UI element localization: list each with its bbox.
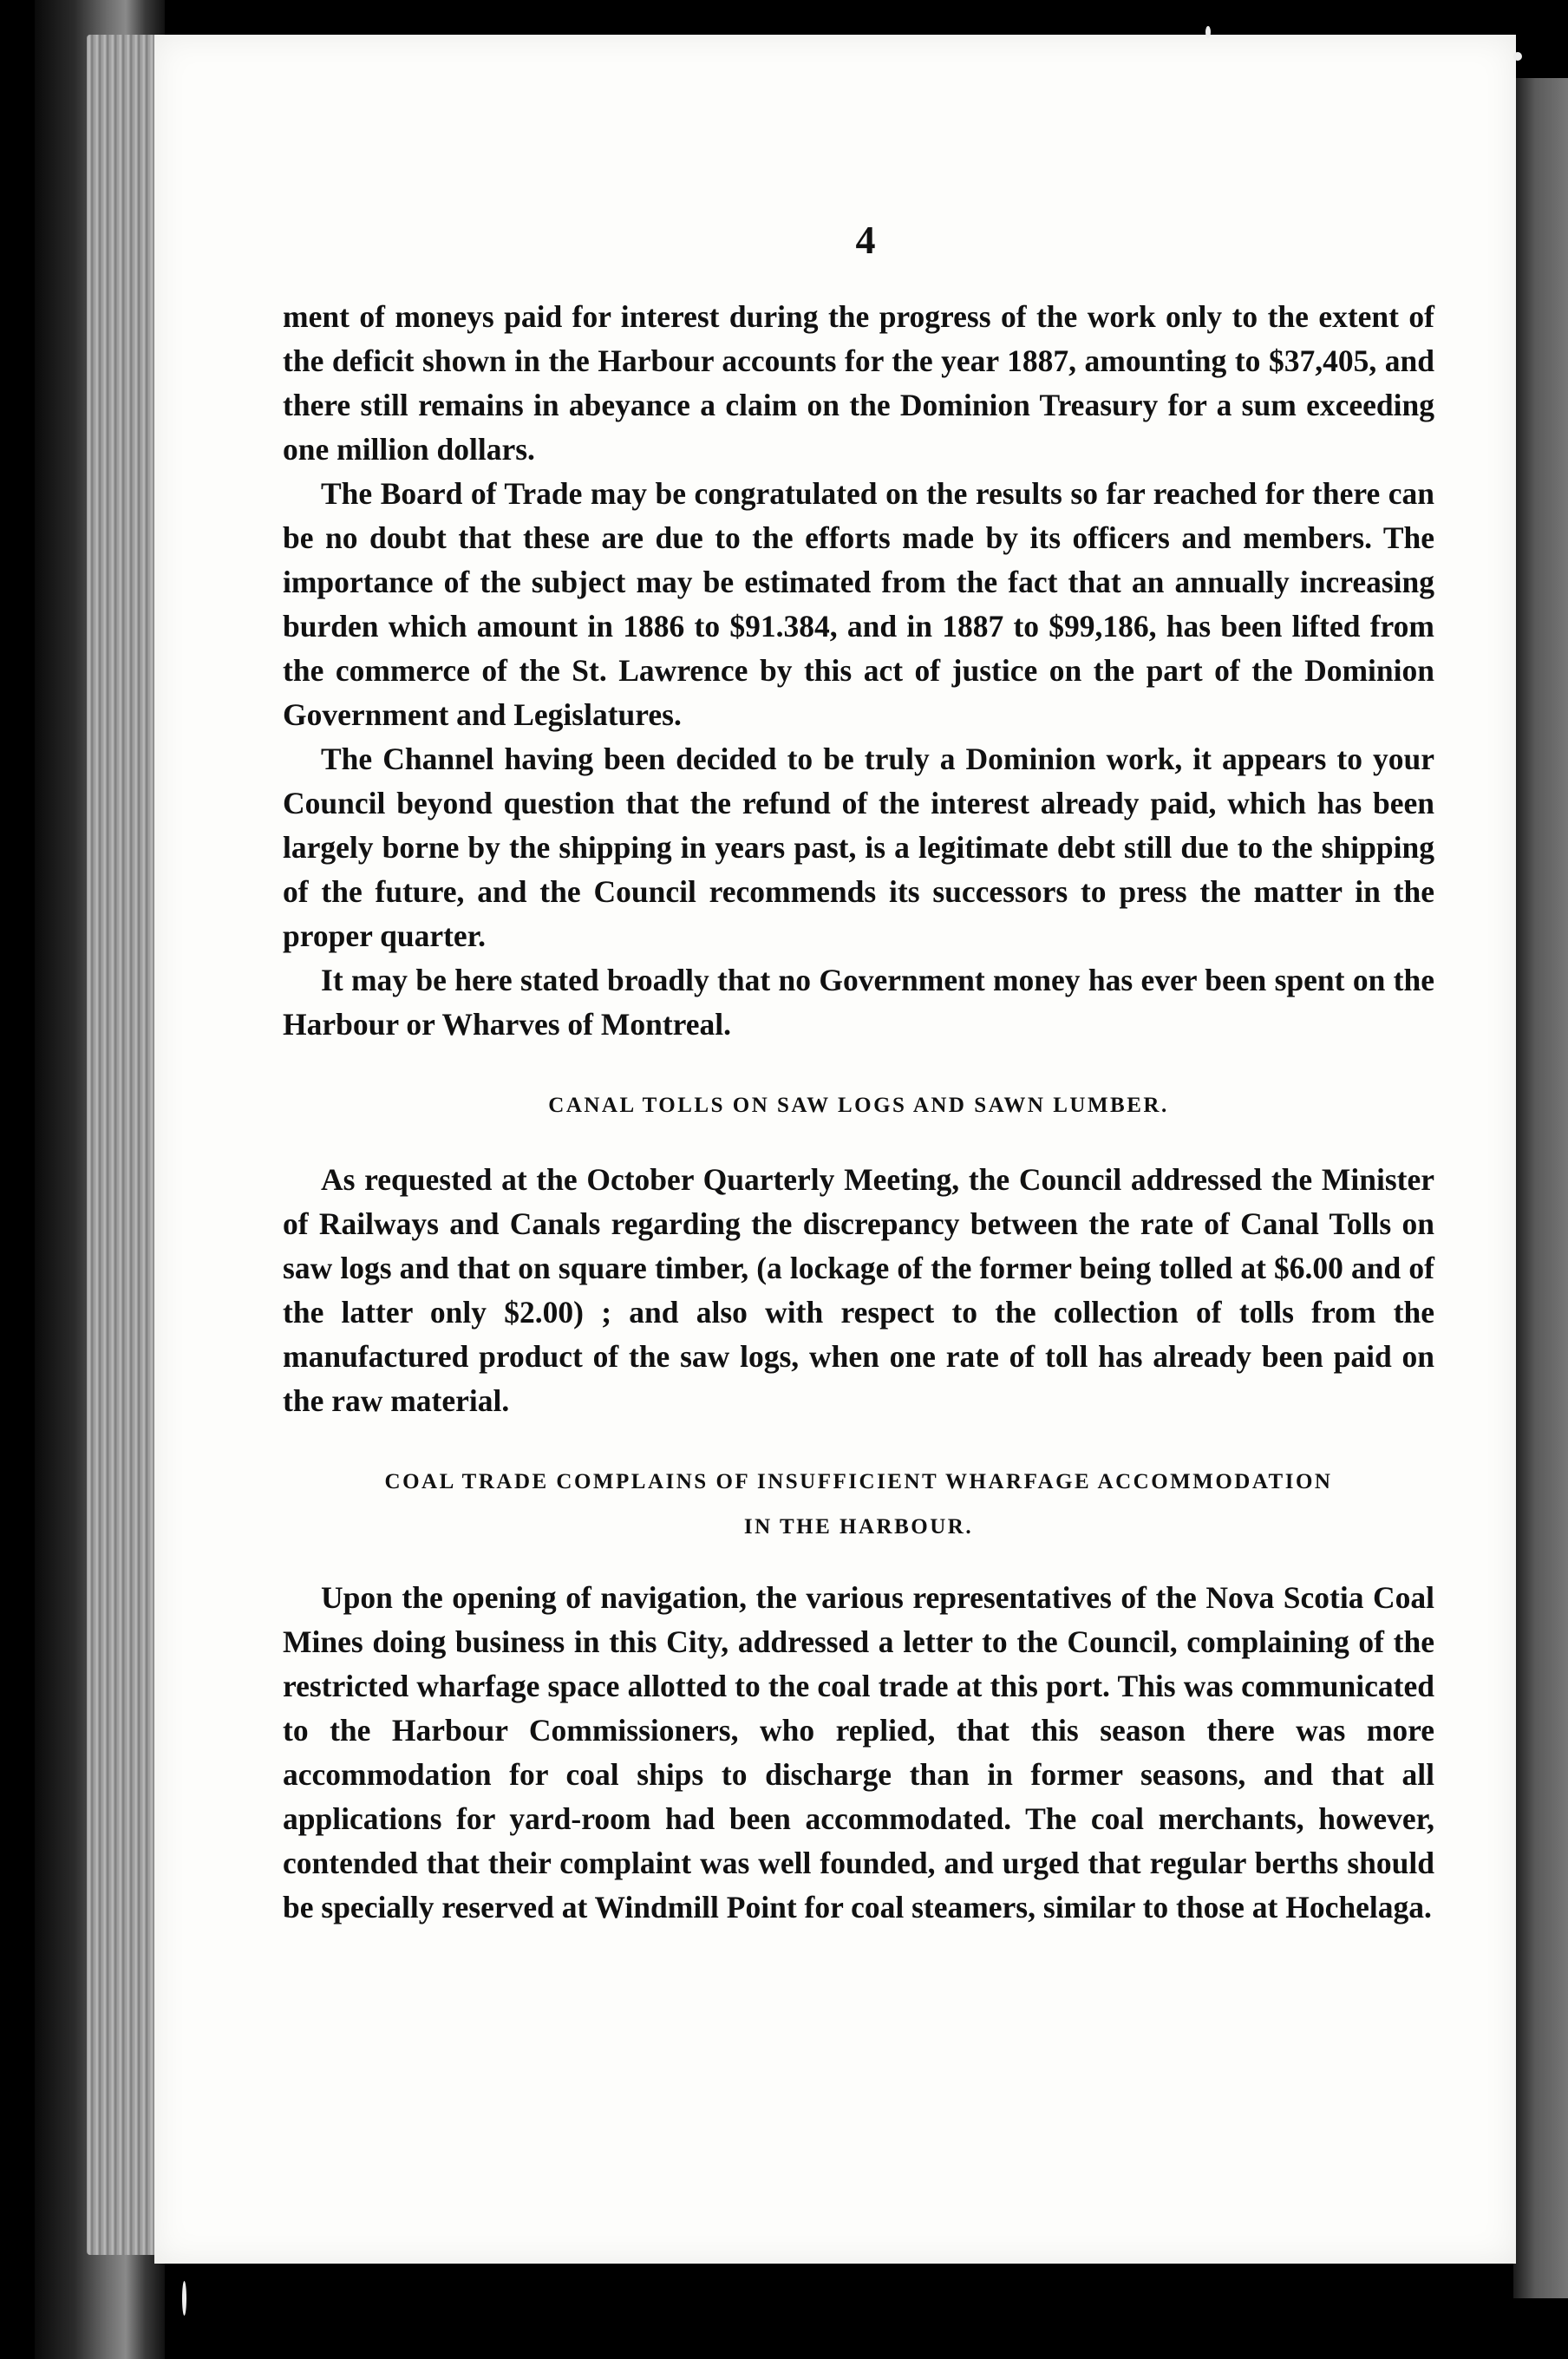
book-page <box>154 35 1516 2264</box>
section-body-coal-trade: Upon the opening of navigation, the various representatives of the Nova Scotia Coal Mines doing business in this City, addressed a letter to the Council, complaining of the restricted wharfage space allotted to the coal trade at this port. This was communicated to the Harbour Commissioners, who replied, that this season there was more accommodation for coal ships to discharge than in former seasons, and that all applications for yard-room had been accommodated. The coal merchants, however, contended that their complaint was well founded, and urged that regular berths should be specially reserved at Windmill Point for coal steamers, similar to those at Hochelaga. <box>283 1580 1434 1924</box>
scan-speck <box>182 2281 186 2316</box>
facing-page <box>1513 78 1568 2298</box>
section-heading-coal-trade: COAL TRADE COMPLAINS OF INSUFFICIENT WHARFAGE ACCOMMODATION <box>384 1470 1333 1493</box>
paragraph-4: It may be here stated broadly that no Government money has ever been spent on the Harbour or Wharves of Montreal. <box>283 963 1434 1042</box>
paragraph-1: ment of moneys paid for interest during the progress of the work only to the extent of the deficit shown in the Harbour accounts for the year 1887, amounting to $37,405, and there still remains in abeyance a claim on the Dominion Treasury for a sum exceeding one million dollars. <box>283 299 1434 467</box>
page-edges <box>87 35 165 2255</box>
page-number: 4 <box>855 218 876 262</box>
page-text <box>283 295 1434 1930</box>
paragraph-3: The Channel having been decided to be truly a Dominion work, it appears to your Council beyond question that the refund of the interest already paid, which has been largely borne by the shipping in years past, is a legitimate debt still due to the shipping of the future, and the Council recommends its successors to press the matter in the proper quarter. <box>283 742 1434 953</box>
scan-speck <box>1513 52 1522 61</box>
section-body-canal-tolls: As requested at the October Quarterly Meeting, the Council addressed the Minister of Railways and Canals regarding the discrepancy between the rate of Canal Tolls on saw logs and that on square timber, (a lockage of the former being tolled at $6.00 and of the latter only $2.00) ; and also with respect to the collection of tolls from the manufactured product of the saw logs, when one rate of toll has already been paid on the raw material. <box>283 1162 1434 1418</box>
paragraph-2: The Board of Trade may be congratulated on the results so far reached for there can be no doubt that these are due to the efforts made by its officers and members. The importance of the subject may be estimated from the fact that an annually increasing burden which amount in 1886 to $91.384, and in 1887 to $99,186, has been lifted from the commerce of the St. Lawrence by this act of justice on the part of the Dominion Government and Legislatures. <box>283 476 1434 732</box>
scan-speck <box>1205 26 1211 38</box>
section-heading-canal-tolls: CANAL TOLLS ON SAW LOGS AND SAWN LUMBER. <box>548 1094 1169 1117</box>
section-heading-coal-trade-line2: IN THE HARBOUR. <box>743 1515 974 1539</box>
